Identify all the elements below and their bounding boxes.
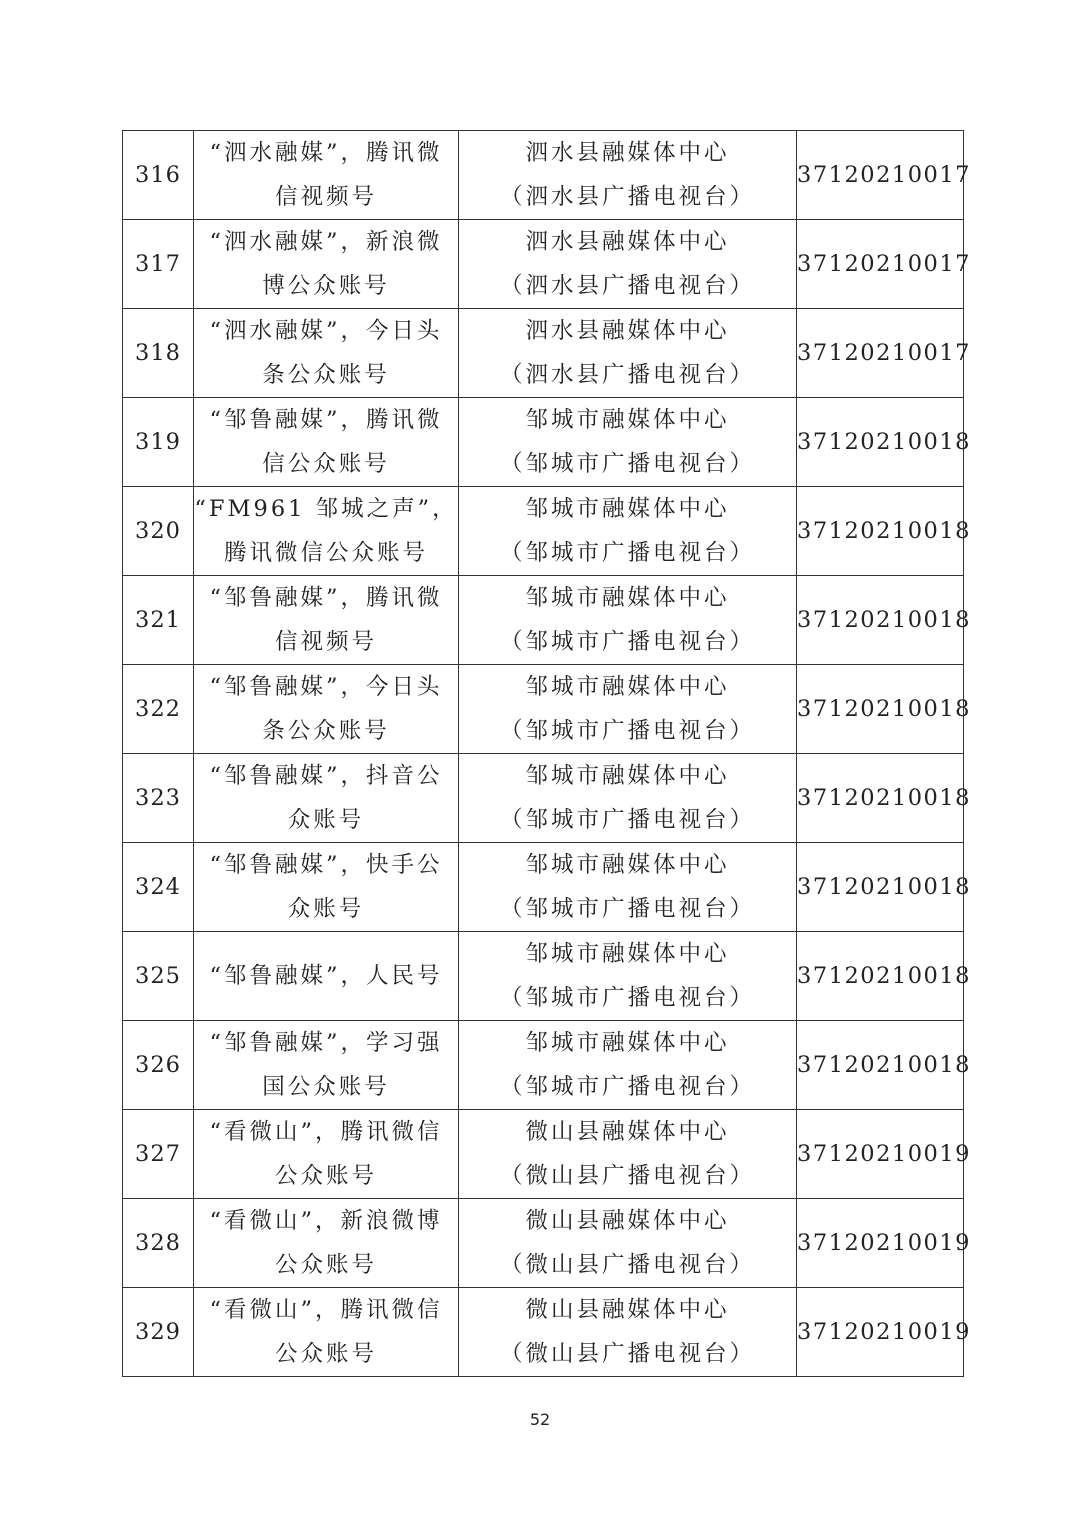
account-name-line: “邹鲁融媒”，学习强 <box>209 1030 443 1056</box>
license-code: 37120210018 <box>797 843 964 932</box>
table-row <box>123 1288 964 1377</box>
account-name-line: “邹鲁融媒”，快手公 <box>209 852 443 878</box>
row-number: 327 <box>123 1110 194 1199</box>
license-code: 37120210018 <box>797 1021 964 1110</box>
organization-line: 泗水县融媒体中心 <box>525 140 730 166</box>
organization-line: （邹城市广播电视台） <box>499 985 755 1011</box>
organization-cell <box>459 932 797 1021</box>
account-name-line: 信视频号 <box>274 629 377 655</box>
registry-table <box>122 130 971 1377</box>
account-name-line: 公众账号 <box>274 1341 377 1367</box>
table-row <box>123 220 964 309</box>
account-name-line: “看微山”，新浪微博 <box>209 1208 443 1234</box>
organization-line: （邹城市广播电视台） <box>499 896 755 922</box>
license-code: 37120210019 <box>797 1288 964 1377</box>
table-row <box>123 665 964 754</box>
organization-cell <box>459 843 797 932</box>
license-code: 37120210018 <box>797 576 964 665</box>
table-row <box>123 1110 964 1199</box>
table-row <box>123 309 964 398</box>
license-code: 37120210017 <box>797 309 964 398</box>
row-number: 328 <box>123 1199 194 1288</box>
organization-line: 微山县融媒体中心 <box>525 1297 730 1323</box>
organization-line: 邹城市融媒体中心 <box>525 496 730 522</box>
account-name-line: 条公众账号 <box>262 362 390 388</box>
account-name-line: 国公众账号 <box>262 1074 390 1100</box>
organization-line: 邹城市融媒体中心 <box>525 1030 730 1056</box>
row-number: 326 <box>123 1021 194 1110</box>
organization-cell <box>459 1110 797 1199</box>
page-number: 52 <box>529 1410 551 1429</box>
account-name-cell <box>194 1288 459 1377</box>
organization-line: （邹城市广播电视台） <box>499 1074 755 1100</box>
organization-line: （泗水县广播电视台） <box>499 362 755 388</box>
license-code: 37120210017 <box>797 220 964 309</box>
account-name-cell <box>194 398 459 487</box>
organization-cell <box>459 1021 797 1110</box>
license-code: 37120210018 <box>797 487 964 576</box>
account-name-line: 信视频号 <box>274 184 377 210</box>
account-name-line: 腾讯微信公众账号 <box>223 540 428 566</box>
organization-line: 微山县融媒体中心 <box>525 1208 730 1234</box>
account-name-line: 众账号 <box>287 807 365 833</box>
table-row <box>123 1199 964 1288</box>
account-name-line: “FM961 邹城之声”， <box>194 496 458 522</box>
organization-line: （微山县广播电视台） <box>499 1163 755 1189</box>
account-name-cell <box>194 309 459 398</box>
table-row <box>123 1021 964 1110</box>
table-row <box>123 754 964 843</box>
organization-line: 邹城市融媒体中心 <box>525 585 730 611</box>
account-name-cell <box>194 487 459 576</box>
organization-line: 邹城市融媒体中心 <box>525 941 730 967</box>
row-number: 325 <box>123 932 194 1021</box>
account-name-line: “看微山”，腾讯微信 <box>209 1297 443 1323</box>
row-number: 324 <box>123 843 194 932</box>
row-number: 318 <box>123 309 194 398</box>
organization-cell <box>459 754 797 843</box>
account-name-line: “看微山”，腾讯微信 <box>209 1119 443 1145</box>
organization-line: （邹城市广播电视台） <box>499 629 755 655</box>
organization-cell <box>459 220 797 309</box>
license-code: 37120210019 <box>797 1199 964 1288</box>
account-name-cell <box>194 1199 459 1288</box>
account-name-line: 公众账号 <box>274 1163 377 1189</box>
organization-line: 泗水县融媒体中心 <box>525 318 730 344</box>
table-row <box>123 576 964 665</box>
table-row <box>123 131 964 220</box>
account-name-cell <box>194 1021 459 1110</box>
account-name-cell <box>194 1110 459 1199</box>
organization-line: 邹城市融媒体中心 <box>525 674 730 700</box>
organization-line: （微山县广播电视台） <box>499 1341 755 1367</box>
account-name-cell <box>194 932 459 1021</box>
account-name-line: 条公众账号 <box>262 718 390 744</box>
account-name-line: “泗水融媒”，腾讯微 <box>209 140 443 166</box>
license-code: 37120210018 <box>797 398 964 487</box>
account-name-line: “邹鲁融媒”，腾讯微 <box>209 407 443 433</box>
organization-line: （邹城市广播电视台） <box>499 451 755 477</box>
row-number: 322 <box>123 665 194 754</box>
license-code: 37120210018 <box>797 665 964 754</box>
license-code: 37120210017 <box>797 131 964 220</box>
account-name-line: “邹鲁融媒”，人民号 <box>209 963 443 989</box>
table-row <box>123 487 964 576</box>
account-name-cell <box>194 843 459 932</box>
organization-cell <box>459 665 797 754</box>
organization-cell <box>459 487 797 576</box>
account-name-line: 信公众账号 <box>262 451 390 477</box>
account-name-cell <box>194 754 459 843</box>
account-name-line: “邹鲁融媒”，抖音公 <box>209 763 443 789</box>
row-number: 319 <box>123 398 194 487</box>
organization-line: 泗水县融媒体中心 <box>525 229 730 255</box>
row-number: 329 <box>123 1288 194 1377</box>
row-number: 316 <box>123 131 194 220</box>
account-name-cell <box>194 576 459 665</box>
organization-cell <box>459 309 797 398</box>
organization-cell <box>459 1288 797 1377</box>
row-number: 320 <box>123 487 194 576</box>
account-name-line: “邹鲁融媒”，今日头 <box>209 674 443 700</box>
table-row <box>123 932 964 1021</box>
account-name-line: “泗水融媒”，今日头 <box>209 318 443 344</box>
organization-line: 邹城市融媒体中心 <box>525 763 730 789</box>
account-name-line: “邹鲁融媒”，腾讯微 <box>209 585 443 611</box>
account-name-cell <box>194 220 459 309</box>
organization-line: （泗水县广播电视台） <box>499 184 755 210</box>
organization-line: （邹城市广播电视台） <box>499 540 755 566</box>
organization-line: 微山县融媒体中心 <box>525 1119 730 1145</box>
row-number: 317 <box>123 220 194 309</box>
license-code: 37120210018 <box>797 932 964 1021</box>
license-code: 37120210019 <box>797 1110 964 1199</box>
table-body <box>123 131 971 1377</box>
organization-cell <box>459 1199 797 1288</box>
license-code: 37120210018 <box>797 754 964 843</box>
organization-line: （邹城市广播电视台） <box>499 807 755 833</box>
account-name-line: 众账号 <box>287 896 365 922</box>
organization-line: 邹城市融媒体中心 <box>525 407 730 433</box>
row-number: 323 <box>123 754 194 843</box>
account-name-cell <box>194 665 459 754</box>
account-name-line: 公众账号 <box>274 1252 377 1278</box>
organization-cell <box>459 398 797 487</box>
row-number: 321 <box>123 576 194 665</box>
account-name-cell <box>194 131 459 220</box>
organization-cell <box>459 131 797 220</box>
organization-line: （邹城市广播电视台） <box>499 718 755 744</box>
organization-line: （微山县广播电视台） <box>499 1252 755 1278</box>
account-name-line: 博公众账号 <box>262 273 390 299</box>
organization-cell <box>459 576 797 665</box>
account-name-line: “泗水融媒”，新浪微 <box>209 229 443 255</box>
table-row <box>123 843 964 932</box>
organization-line: （泗水县广播电视台） <box>499 273 755 299</box>
table-row <box>123 398 964 487</box>
organization-line: 邹城市融媒体中心 <box>525 852 730 878</box>
